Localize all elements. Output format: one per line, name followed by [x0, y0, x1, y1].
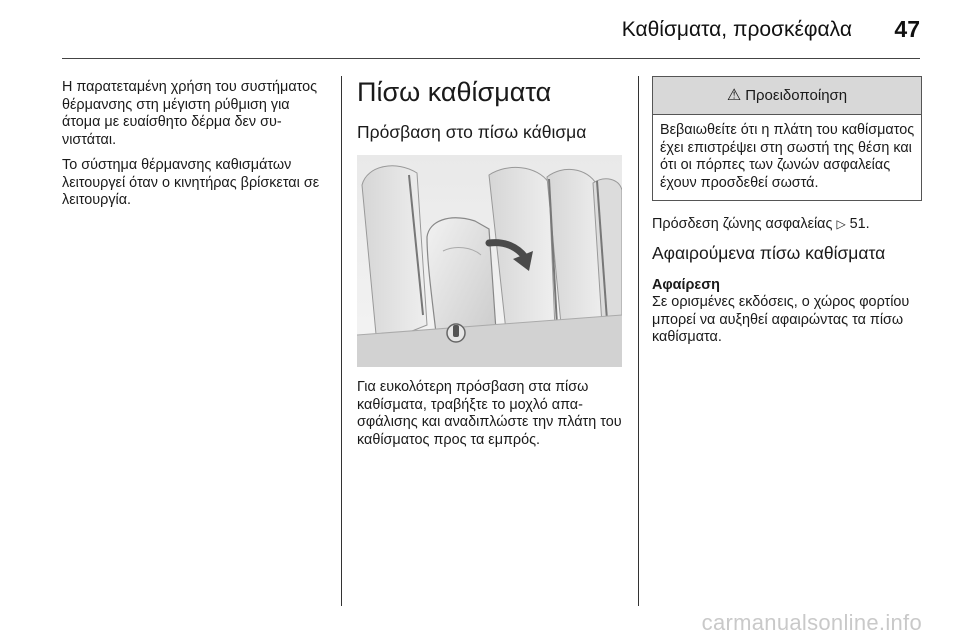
- caption-fold-seat: Για ευκολότερη πρόσβαση στα πίσω καθίσματα, τραβήξτε το μοχλό απασφάλισης και αναδιπλώστε την πλάτη του καθίσματος προς τα εμπρός.: [357, 379, 622, 448]
- warning-box: [652, 76, 922, 201]
- column-3: [652, 76, 922, 355]
- subheading-rear-seat-access: Πρόσβαση στο πίσω κάθισμα: [357, 122, 587, 142]
- column-divider-2: [638, 76, 639, 606]
- column-1: [62, 79, 327, 218]
- watermark: carmanualsonline.info: [701, 610, 922, 635]
- heading-rear-seats: Πίσω καθίσματα: [357, 77, 552, 107]
- paragraph-heating-engine: Το σύστημα θέρμανσης καθισμάτων λειτουργεί όταν ο κινητήρας βρίσκεται σε λειτουργία.: [62, 157, 320, 208]
- column-divider-1: [341, 76, 342, 606]
- seatbelt-reference-text: Πρόσδεση ζώνης ασφαλείας: [652, 216, 833, 232]
- paragraph-heating-warning: Η παρατεταμένη χρήση του συστήματος θέρμανσης στη μέγιστη ρύθμιση για άτομα με ευαίσθητο δέρμα δεν συνιστάται.: [62, 79, 318, 148]
- page-reference-arrow-icon: ▷: [836, 217, 846, 231]
- heading-removable-rear-seats: Αφαιρούμενα πίσω καθίσματα: [652, 242, 886, 263]
- page-number: 47: [894, 16, 920, 42]
- warning-triangle-icon: ⚠: [726, 86, 742, 104]
- page-header-title: Καθίσματα, προσκέφαλα: [621, 18, 852, 41]
- rear-seat-illustration: [357, 155, 622, 367]
- paragraph-removal: Σε ορισμένες εκδόσεις, ο χώρος φορτίου μπορεί να αυξηθεί αφαιρώντας τα πίσω καθίσματα.: [652, 294, 910, 345]
- header-divider: [62, 58, 920, 59]
- seatbelt-reference: [652, 216, 922, 234]
- subheading-removal: Αφαίρεση: [652, 276, 720, 293]
- column-2: [357, 76, 627, 457]
- warning-body: Βεβαιωθείτε ότι η πλάτη του καθίσματος έχει επιστρέψει στη σωστή της θέση και ότι οι πόρπες των ζωνών ασφαλείας έχουν προσδεθεί σωστά.: [660, 122, 915, 191]
- warning-title: Προειδοποίηση: [745, 86, 848, 104]
- warning-header: [653, 77, 921, 115]
- seatbelt-reference-page[interactable]: 51.: [849, 216, 870, 232]
